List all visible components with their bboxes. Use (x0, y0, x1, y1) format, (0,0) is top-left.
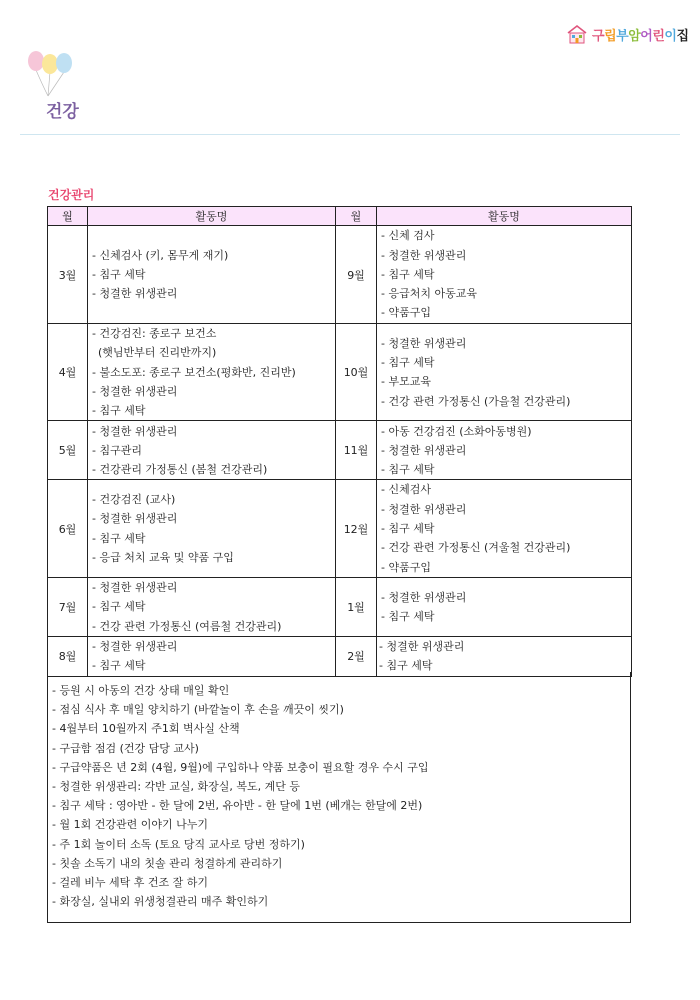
activity-item: - 청결한 위생관리 (92, 581, 178, 595)
table-header-row (48, 207, 632, 226)
activity-item: - 침구 세탁 (381, 463, 435, 477)
activity-item: - 침구 세탁 (92, 404, 146, 418)
activity-item: - 신체검사 (키, 몸무게 재기) (92, 248, 229, 262)
header-month: 월 (336, 207, 377, 226)
activity-item: - 건강 관련 가정통신 (겨울철 건강관리) (381, 541, 571, 555)
activity-item: - 침구 세탁 (379, 659, 433, 673)
month-cell: 12월 (336, 480, 377, 577)
activity-item: - 청결한 위생관리 (92, 512, 178, 526)
nursery-logo (566, 20, 689, 48)
activity-item: - 아동 건강검진 (소화아동병원) (381, 424, 532, 438)
activity-item: - 침구 세탁 (381, 267, 435, 281)
month-cell: 2월 (336, 636, 377, 676)
note-item: - 침구 세탁 : 영아반 - 한 달에 2번, 유아반 - 한 달에 1번 (베개는 한달에 2번) (52, 799, 423, 813)
activity-item: - 침구 세탁 (92, 531, 146, 545)
activity-cell (88, 480, 336, 577)
note-item: - 화장실, 실내외 위생청결관리 매주 확인하기 (52, 895, 269, 909)
activity-item: - 불소도포: 종로구 보건소(평화반, 진리반) (92, 365, 296, 379)
activity-item: - 신체 검사 (381, 229, 435, 243)
table-row (48, 636, 632, 676)
activity-item: - 부모교육 (381, 375, 431, 389)
activity-item: - 청결한 위생관리 (379, 639, 465, 653)
activity-cell (88, 636, 336, 676)
activity-item: - 청결한 위생관리 (92, 424, 178, 438)
activity-cell (377, 421, 632, 480)
activity-cell (377, 636, 632, 676)
month-cell: 8월 (48, 636, 88, 676)
header-month: 월 (48, 207, 88, 226)
title-divider (20, 134, 680, 135)
activity-cell (377, 324, 632, 421)
note-item: - 등원 시 아동의 건강 상태 매일 확인 (52, 684, 230, 697)
month-cell: 9월 (336, 226, 377, 324)
table-row (48, 421, 632, 480)
activity-item: - 침구 세탁 (92, 267, 146, 281)
activity-cell (377, 577, 632, 636)
activity-item: - 청결한 위생관리 (381, 248, 467, 262)
month-cell: 3월 (48, 226, 88, 324)
activity-cell (88, 324, 336, 421)
month-cell: 11월 (336, 421, 377, 480)
activity-item: - 응급처치 아동교육 (381, 287, 477, 301)
health-schedule-table (47, 206, 632, 677)
activity-item: - 건강 관련 가정통신 (여름철 건강관리) (92, 619, 282, 633)
balloons-icon (24, 50, 76, 100)
activity-item: - 침구 세탁 (92, 659, 146, 673)
header-activity: 활동명 (377, 207, 632, 226)
page-title: 건강 (46, 102, 79, 122)
activity-cell (88, 421, 336, 480)
table-row (48, 324, 632, 421)
activity-item: - 침구관리 (92, 443, 142, 457)
table-row (48, 226, 632, 324)
note-item: - 걸레 비누 세탁 후 건조 잘 하기 (52, 876, 208, 890)
note-item: - 칫솔 소독기 내의 칫솔 관리 청결하게 관리하기 (52, 856, 283, 870)
activity-item: - 청결한 위생관리 (381, 443, 467, 457)
note-item: - 4월부터 10월까지 주1회 벽사실 산책 (52, 722, 240, 736)
activity-item: - 침구 세탁 (381, 609, 435, 623)
month-cell: 7월 (48, 577, 88, 636)
house-icon (566, 23, 588, 45)
activity-item: - 청결한 위생관리 (92, 639, 178, 653)
activity-item: - 건강검진: 종로구 보건소 (92, 327, 217, 340)
table-row (48, 480, 632, 577)
month-cell: 5월 (48, 421, 88, 480)
note-item: - 구급함 점검 (건강 담당 교사) (52, 741, 199, 755)
activity-item: - 청결한 위생관리 (381, 502, 467, 516)
note-item: - 점심 식사 후 매일 양치하기 (바깥놀이 후 손을 깨끗이 씻기) (52, 703, 344, 717)
activity-cell (88, 226, 336, 324)
month-cell: 10월 (336, 324, 377, 421)
note-item: - 주 1회 놀이터 소독 (토요 당직 교사로 당번 정하기) (52, 837, 305, 851)
note-item: - 월 1회 건강관련 이야기 나누기 (52, 818, 208, 832)
activity-item: (햇님반부터 진리반까지) (98, 346, 217, 360)
activity-item: - 청결한 위생관리 (92, 384, 178, 398)
activity-item: - 건강 관련 가정통신 (가을철 건강관리) (381, 394, 571, 408)
note-item: - 구급약품은 년 2회 (4월, 9월)에 구입하나 약품 보충이 필요할 경우 수시 구입 (52, 760, 429, 774)
month-cell: 4월 (48, 324, 88, 421)
header-activity: 활동명 (88, 207, 336, 226)
activity-cell (377, 226, 632, 324)
month-cell: 1월 (336, 577, 377, 636)
activity-item: - 약품구입 (381, 306, 431, 320)
note-item: - 청결한 위생관리: 각반 교실, 화장실, 복도, 계단 등 (52, 780, 301, 794)
activity-cell (377, 480, 632, 577)
activity-cell (88, 577, 336, 636)
health-notes (47, 672, 631, 923)
month-cell: 6월 (48, 480, 88, 577)
activity-item: - 건강관리 가정통신 (봄철 건강관리) (92, 463, 268, 477)
activity-item: - 청결한 위생관리 (92, 287, 178, 301)
activity-item: - 응급 처치 교육 및 약품 구입 (92, 551, 234, 565)
activity-item: - 청결한 위생관리 (381, 336, 467, 350)
activity-item: - 청결한 위생관리 (381, 590, 467, 604)
logo-wordmark: 구립부암어린이집 (592, 28, 689, 44)
activity-item: - 약품구입 (381, 560, 431, 574)
activity-item: - 침구 세탁 (381, 355, 435, 369)
activity-item: - 건강검진 (교사) (92, 493, 176, 507)
activity-item: - 침구 세탁 (92, 600, 146, 614)
table-row (48, 577, 632, 636)
activity-item: - 신체검사 (381, 483, 431, 497)
section-title: 건강관리 (48, 188, 95, 202)
activity-item: - 침구 세탁 (381, 522, 435, 536)
